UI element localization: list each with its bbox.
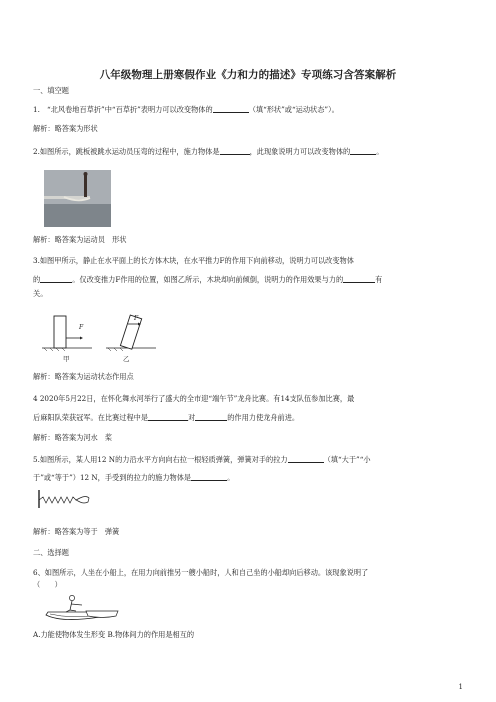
document-title: 八年级物理上册寒假作业《力和力的描述》专项练习含答案解析 (99, 69, 397, 81)
answer-blank (288, 454, 324, 463)
question-1-text: 1. “北风卷地百草折”中“百草折”表明力可以改变物体的 (33, 105, 213, 114)
question-4-end: 的作用力使龙舟前进。 (227, 413, 300, 422)
section-heading-choice: 二、选择题 (33, 548, 69, 557)
question-2 (33, 146, 383, 156)
question-4-text-2: 对 (188, 413, 196, 422)
figure-label-jia: 甲 (63, 355, 70, 363)
question-3-text: 的 (33, 275, 41, 284)
answer-blank (220, 146, 250, 155)
question-1 (33, 104, 339, 114)
force-label-yi: F (134, 315, 139, 322)
answer-4: 解析：略答案为河水 桨 (33, 433, 113, 442)
answer-blank (148, 412, 188, 421)
boats-diagram (42, 593, 122, 623)
question-6-options: A.力能使物体发生形变 B.物体间力的作用是相互的 (33, 630, 195, 639)
block-push-diagram (38, 310, 160, 366)
question-5-text: 5.如图所示，某人用12 N的力沿水平方向向右拉一根轻质弹簧，弹簧对手的拉力 (33, 455, 288, 464)
question-3-line-3: 关。 (33, 289, 48, 298)
question-5-end: 。 (227, 473, 235, 482)
section-heading-fill-in: 一、填空题 (33, 86, 69, 95)
answer-2: 解析：略答案为运动员 形状 (33, 235, 127, 244)
figure-label-yi: 乙 (123, 355, 130, 363)
answer-blank (350, 146, 376, 155)
question-4-text: 后麻阳队荣获冠军。在比赛过程中是 (33, 413, 149, 422)
answer-3: 解析：略答案为运动状态作用点 (33, 372, 134, 381)
answer-blank (343, 274, 375, 283)
question-3-line-1: 3.如图甲所示，静止在水平面上的长方体木块，在水平推力F的作用下向前移动，说明力可以改变物体 (33, 256, 354, 265)
question-1-hint: （填“形状”或“运动状态”）。 (248, 105, 339, 114)
question-3-line-2 (33, 274, 382, 284)
question-5-hint: （填“大于”“小 (323, 455, 371, 464)
question-4-line-2 (33, 412, 299, 422)
answer-blank (213, 104, 249, 113)
answer-blank (40, 274, 72, 283)
page-number: 1 (458, 683, 463, 691)
diving-board-photo (44, 170, 111, 227)
question-6-line-2: （ ） (33, 580, 62, 589)
question-6-line-1: 6、如图所示，人坐在小船上，在用力向前推另一艘小船时，人和自己坐的小船却向后移动。该现象说明了 (33, 568, 369, 577)
answer-blank (191, 472, 227, 481)
question-5-line-1 (33, 454, 371, 464)
question-3-end: 有 (375, 275, 383, 284)
question-5-text-2: 于”或“等于”）12 N，手受到的拉力的施力物体是 (33, 473, 192, 482)
question-2-text-2: ，此现象说明力可以改变物体的 (249, 147, 351, 156)
answer-1: 解析：略答案为形状 (33, 124, 98, 133)
question-2-text: 2.如图所示，跳板被跳水运动员压弯的过程中，施力物体是 (33, 147, 220, 156)
question-3-text-2: 。仅改变推力F作用的位置，如图乙所示，木块却向前倾倒，说明力的作用效果与力的 (72, 275, 344, 284)
question-4-line-1: 4 2020年5月22日，在怀化舞水河举行了盛大的全市迎“端午节”龙舟比赛。有14支队伍参加比赛，最 (33, 394, 355, 403)
force-label-jia: F (79, 324, 84, 331)
question-5-line-2 (33, 472, 234, 482)
question-2-end: 。 (376, 147, 384, 156)
answer-blank (195, 412, 227, 421)
spring-hand-diagram (36, 488, 92, 512)
answer-5: 解析：略答案为等于 弹簧 (33, 527, 120, 536)
